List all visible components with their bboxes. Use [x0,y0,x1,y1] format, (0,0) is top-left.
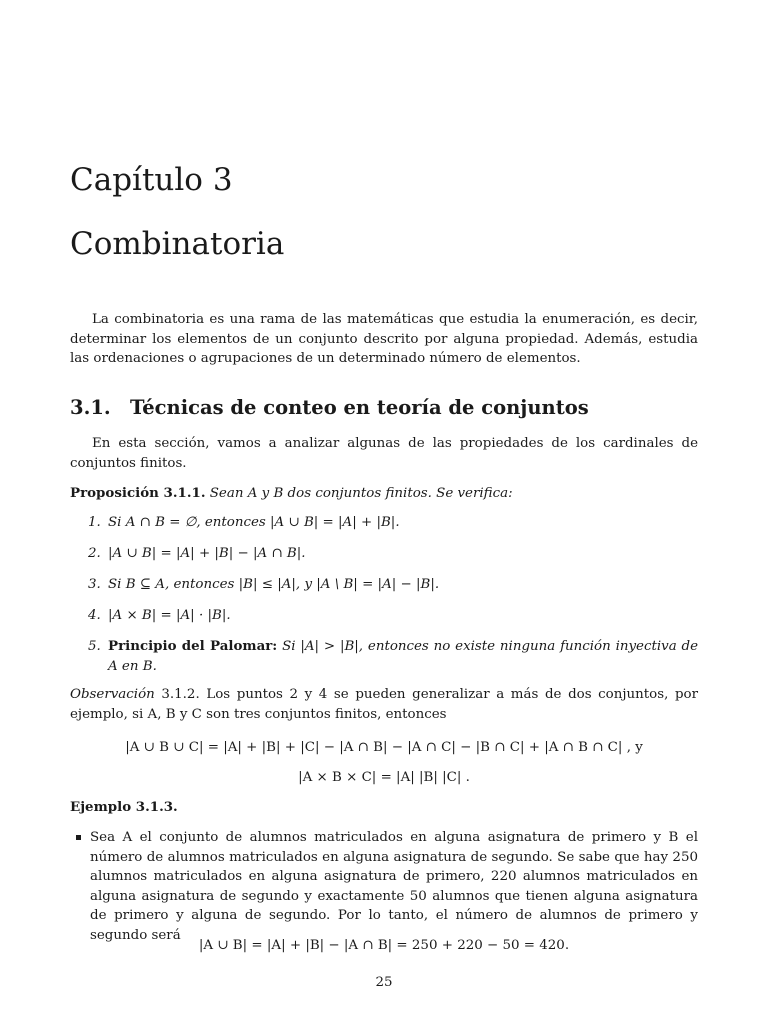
list-item [70,575,698,595]
example-text: Sea A el conjunto de alumnos matriculados en alguna asignatura de primero y B el número de alumnos matriculados en alguna asignatura de segundo. Se sabe que hay 250 alumnos matriculados en alguna asignatura de primero, 220 alumnos matriculados en alguna asignatura de segundo y exactamente 50 alumnos que tienen alguna asignatura de primero y alguna de segundo. Por lo tanto, el número de alumnos de primero y segundo será [90,830,698,943]
item-text: Si |A| > |B|, entonces no existe ninguna función inyectiva de A en B. [108,639,699,674]
example-bullet [90,828,698,945]
observation-text: Los puntos 2 y 4 se pueden generalizar a más de dos conjuntos, por ejemplo, si A, B y C son tres conjuntos finitos, entonces [70,687,698,722]
section-heading [70,394,589,422]
section-title: Técnicas de conteo en teoría de conjuntos [130,396,589,419]
equation-example: |A ∪ B| = |A| + |B| − |A ∩ B| = 250 + 220 − 50 = 420. [198,938,570,953]
observation-label: Observación [70,687,155,702]
item-number: 3. [88,577,101,592]
item-number: 1. [88,515,101,530]
item-text: |A × B| = |A| · |B|. [108,608,231,623]
page-number: 25 [375,975,393,990]
proposition-label: Proposición 3.1.1. [70,485,206,501]
observation [70,685,698,724]
item-text: |A ∪ B| = |A| + |B| − |A ∩ B|. [108,546,306,561]
list-item [70,637,698,676]
example-label: Ejemplo 3.1.3. [70,799,178,815]
section-number: 3.1. [70,396,111,419]
proposition-list [70,513,698,688]
item-text: Si A ∩ B = ∅, entonces |A ∪ B| = |A| + |B|. [108,515,400,530]
chapter-title: Combinatoria [70,226,285,262]
proposition-statement: Sean A y B dos conjuntos finitos. Se verifica: [209,486,513,501]
bullet-icon [76,835,81,840]
list-item [70,513,698,533]
item-number: 4. [88,608,101,623]
item-number: 2. [88,546,101,561]
equation-union-three: |A ∪ B ∪ C| = |A| + |B| + |C| − |A ∩ B| − |A ∩ C| − |B ∩ C| + |A ∩ B ∩ C| , y [125,740,643,755]
equation-product-three: |A × B × C| = |A| |B| |C| . [298,770,470,785]
item-lead: Principio del Palomar: [108,638,278,654]
item-text: Si B ⊆ A, entonces |B| ≤ |A|, y |A \ B| = |A| − |B|. [108,577,440,592]
proposition [70,484,698,504]
chapter-label: Capítulo 3 [70,162,233,198]
item-number: 5. [88,639,101,654]
list-item [70,544,698,564]
chapter-intro: La combinatoria es una rama de las matemáticas que estudia la enumeración, es decir, determinar los elementos de un conjunto descrito por alguna propiedad. Además, estudia las ordenaciones o agrupaciones de un determinado número de elementos. [70,312,698,366]
section-intro: En esta sección, vamos a analizar algunas de las propiedades de los cardinales de conjuntos finitos. [70,436,698,471]
list-item [70,606,698,626]
observation-number: 3.1.2. [161,687,200,702]
